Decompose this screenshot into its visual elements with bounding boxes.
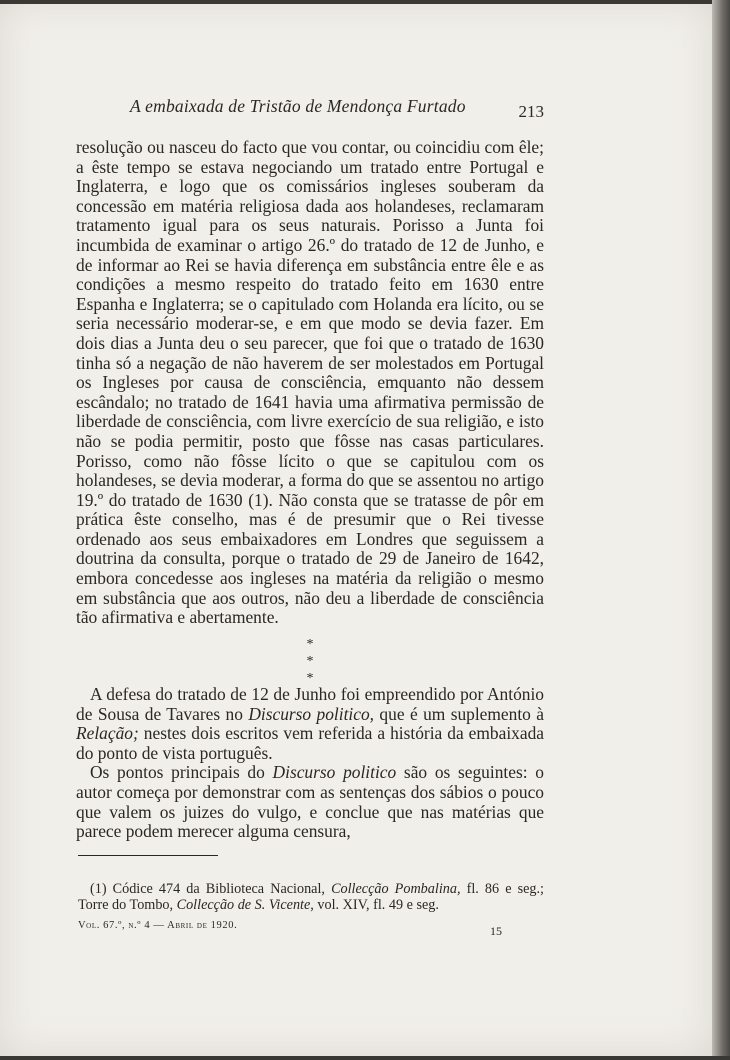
text-run: (1) Códice 474 da Biblioteca Nacional, xyxy=(90,881,332,897)
page-right-edge xyxy=(712,0,730,1060)
text-run: que é um suplemento à xyxy=(374,703,544,724)
work-title: Discurso politico, xyxy=(248,703,375,724)
section-separator xyxy=(280,636,340,687)
paragraph-pontos xyxy=(76,763,544,841)
text-run: são os seguintes: o autor começa por demonstrar com as sentenças dos sábios o pouco que valem os juizes do vulgo, e conclue que nas matérias que parece podem merecer alguma censura, xyxy=(76,762,544,842)
text-run: Os pontos principais do xyxy=(90,762,273,783)
text-block-2 xyxy=(76,685,544,842)
text-run: A defesa do tratado de 12 de Junho foi empreendido por António de Sousa de Tavares no xyxy=(76,684,544,724)
work-title: Collecção Pombalina, xyxy=(331,881,461,897)
page-top-edge xyxy=(0,0,712,4)
page-bottom-edge xyxy=(0,1056,730,1060)
issue-line: Vol. 67.º, n.º 4 — Abril de 1920. xyxy=(78,920,238,931)
paragraph-defesa xyxy=(76,685,544,763)
footnote-rule xyxy=(78,855,218,856)
text-run: nestes dois escritos vem referida a história da embaixada do ponto de vista português. xyxy=(76,723,544,763)
footnote-1 xyxy=(78,882,544,913)
work-title: Collecção de S. Vicente, xyxy=(176,896,314,913)
page-number: 213 xyxy=(518,102,544,121)
asterisk-bottom: * * xyxy=(306,654,326,686)
work-title: Relação; xyxy=(76,723,139,744)
paragraph-resolucao: resolução ou nasceu do facto que vou contar, ou coincidiu com êle; a êste tempo se estava negociando um tratado entre Portugal e Inglaterra, e logo que os comissários ingleses souberam da concessão em matéria religiosa dada aos holandeses, reclamaram tratamento igual para os seus naturais. Porisso a Junta foi incumbida de examinar o artigo 26.º do tratado de 12 de Junho, e de informar ao Rei se havia diferença em substância entre êle e as condições a mesmo respeito do tratado feito em 1630 entre Espanha e Inglaterra; se o capitulado com Holanda era lícito, ou se seria necessário moderar-se, e em que modo se devia fazer. Em dois dias a Junta deu o seu parecer, que foi que o tratado de 1630 tinha só a negação de não haverem de ser molestados em Portugal os Ingleses por causa de consciência, emquanto não dessem escândalo; no tratado de 1641 havia uma afirmativa permissão de liberdade de consciência, com livre exercício de sua religião, e isto não se podia permitir, posto que fôsse nas casas particulares. Porisso, como não fôsse lícito o que se capitulou com os holandeses, se devia moderar, a forma do que se assentou no artigo 19.º do tratado de 1630 (1). Não consta que se tratasse de pôr em prática êste conselho, mas é de presumir que o Rei tivesse ordenado aos seus embaixadores em Londres que seguissem a doutrina da consulta, porque o tratado de 29 de Janeiro de 1642, embora concedesse aos ingleses na matéria da religião o mesmo em substância que aos outros, não deu a liberdade de consciência tão afirmativa e abertamente. xyxy=(76,137,544,628)
text-run: vol. XIV, fl. 49 e seg. xyxy=(313,896,439,913)
asterisk-top: * xyxy=(306,637,314,652)
running-title: A embaixada de Tristão de Mendonça Furtado xyxy=(130,96,466,116)
text-block-1 xyxy=(76,138,544,628)
signature-mark: 15 xyxy=(490,924,502,938)
text-run: fl. 86 e seg.; Torre do Tombo, xyxy=(78,881,544,913)
work-title: Discurso politico xyxy=(272,762,397,783)
